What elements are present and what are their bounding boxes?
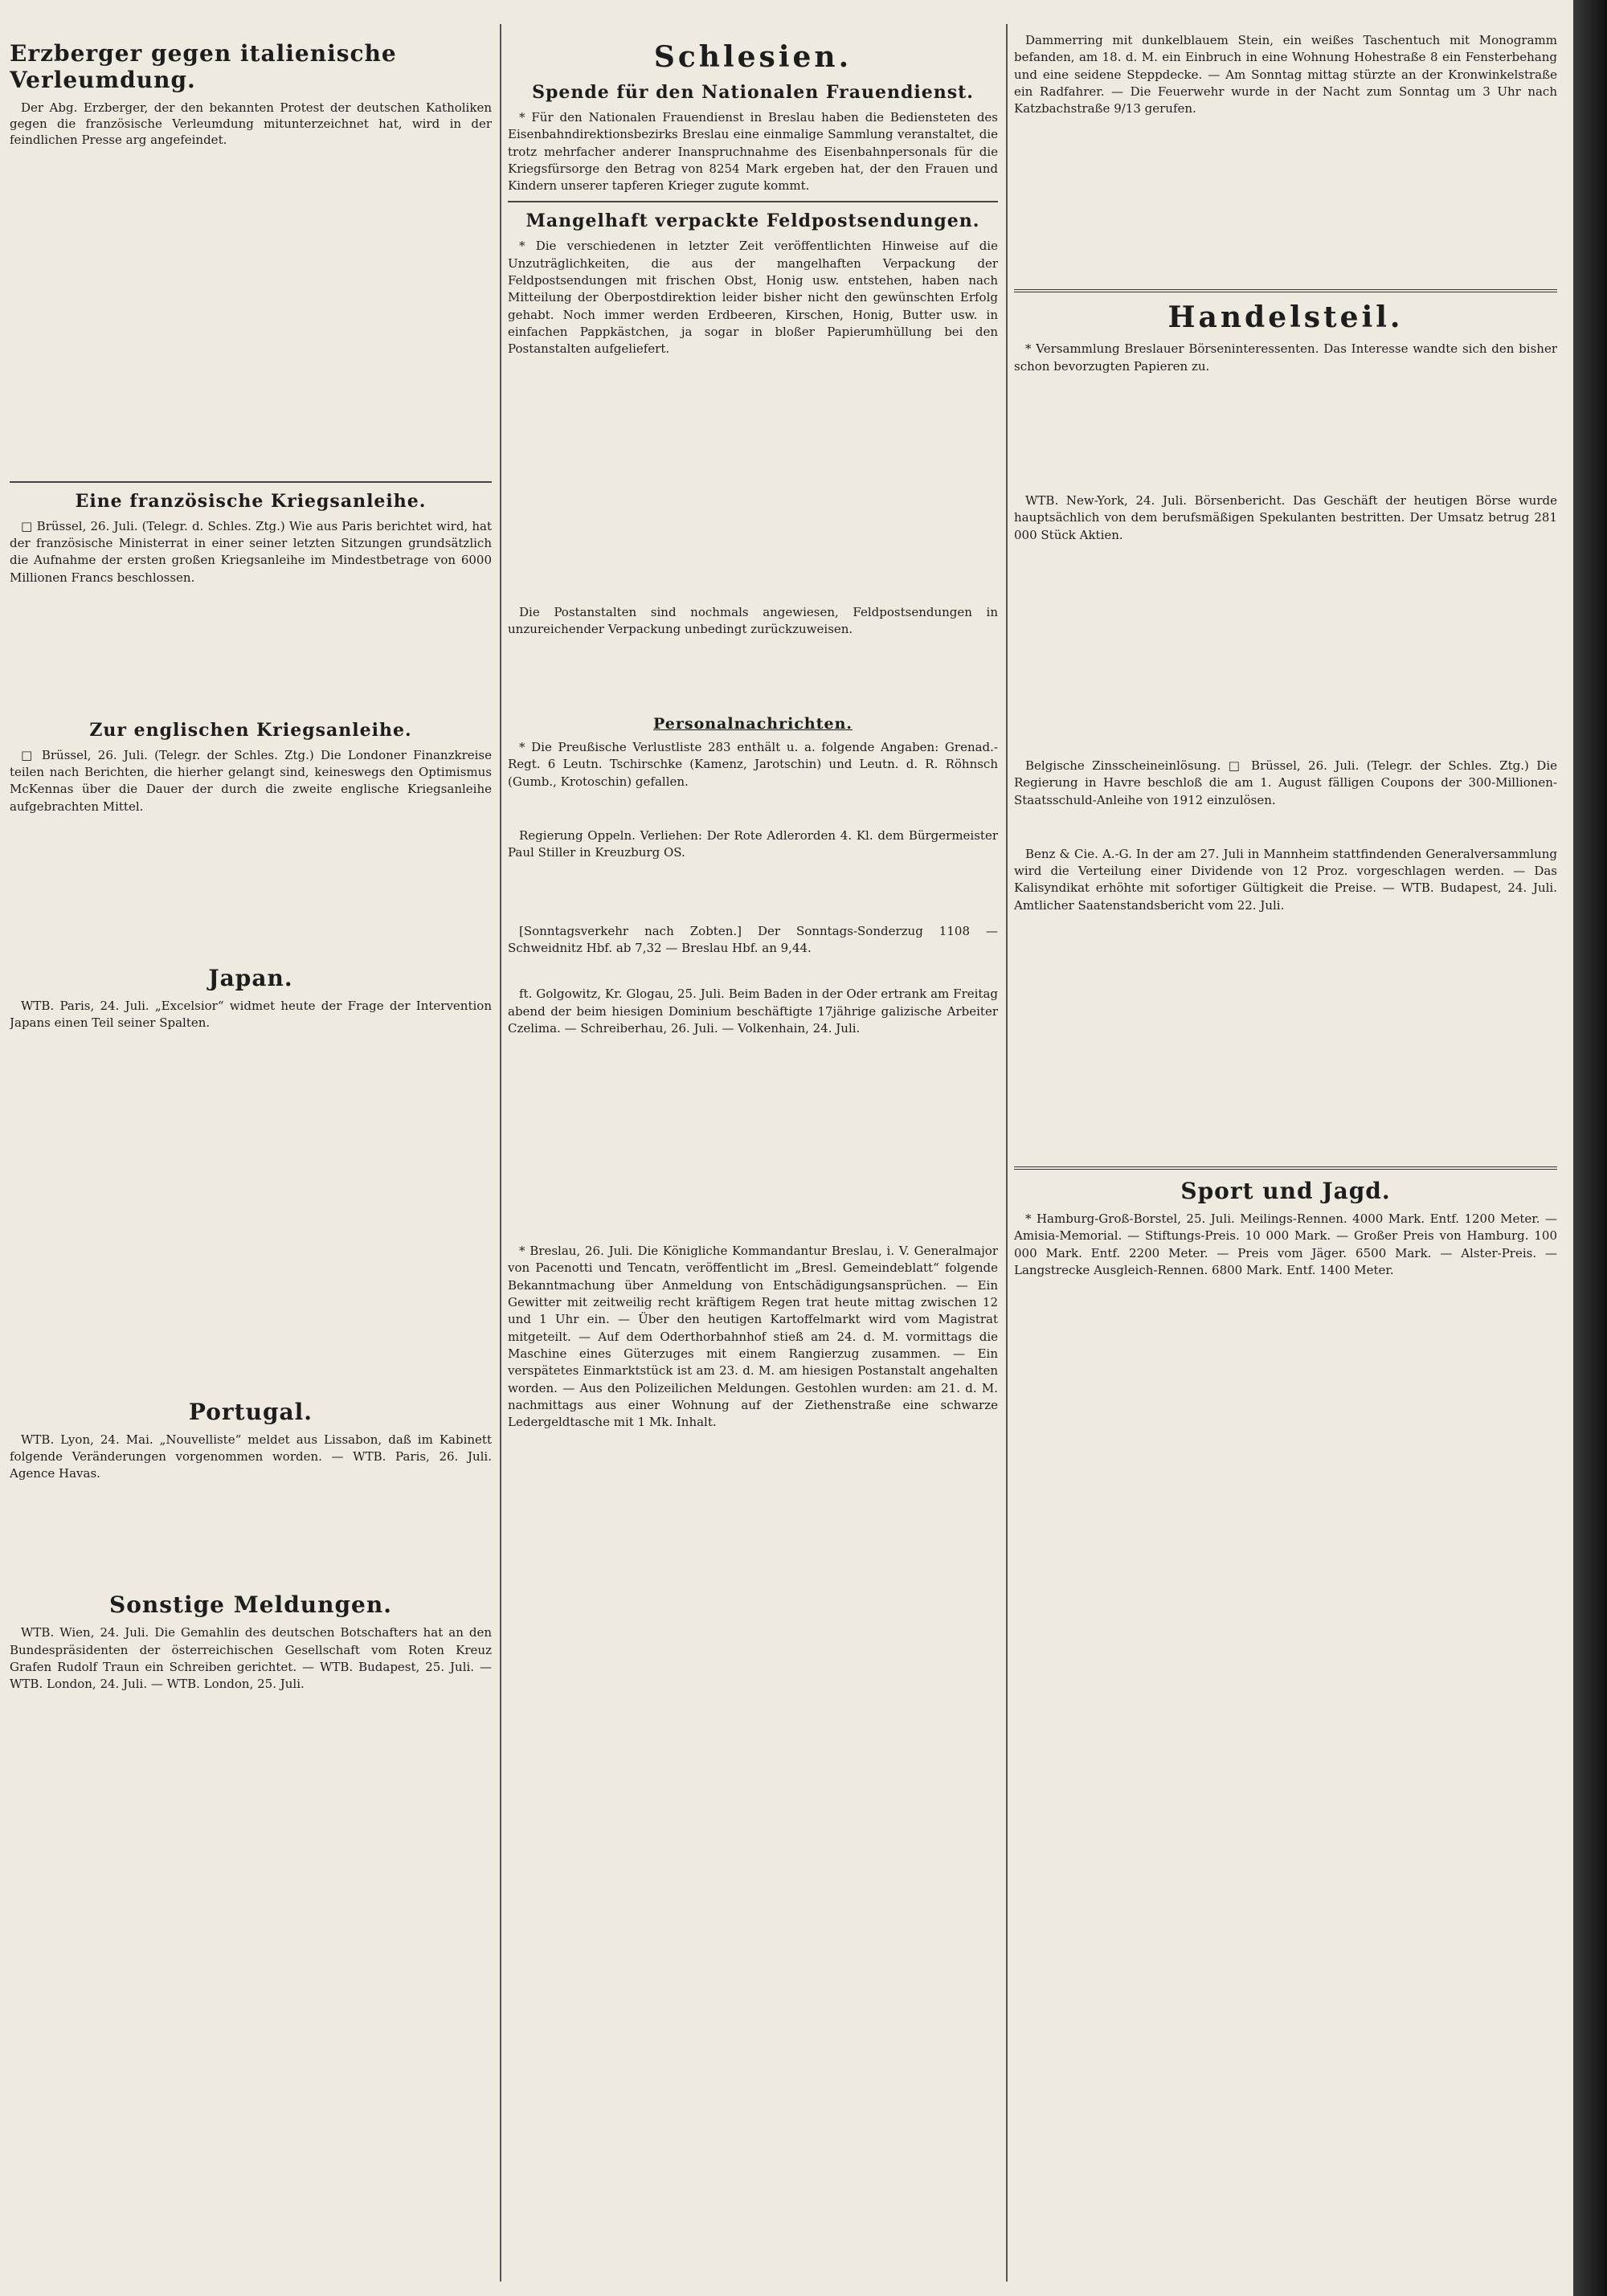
article-text: WTB. Wien, 24. Juli. Die Gemahlin des deutschen Botschafters hat an den Bundespräsidenten der österreichischen Gesellschaft vom Roten Kreuz Grafen Rudolf Traun ein Schreiben gerichtet. — WTB. Budapest, 25. Juli. — WTB. London, 24. Juli. — WTB. London, 25. Juli. xyxy=(10,1625,492,1692)
article-text: * Die Preußische Verlustliste 283 enthält u. a. folgende Angaben: Grenad.-Regt. 6 Leutn. Tschirschke (Kamenz, Jarotschin) und Leutn. d. R. Röhnsch (Gumb., Krotoschin) gefallen. xyxy=(508,740,998,789)
article-text: Regierung Oppeln. Verliehen: Der Rote Adlerorden 4. Kl. dem Bürgermeister Paul Stiller in Kreuzburg OS. xyxy=(508,828,998,860)
divider xyxy=(10,481,492,483)
article-text: Dammerring mit dunkelblauem Stein, ein weißes Taschentuch mit Monogramm befanden, am 18. d. M. ein Einbruch in eine Wohnung Hohestraße 8 ein Fensterbehang und eine seidene Steppdecke. — Am Sonntag mittag stürzte an der Kronwinkelstraße ein Radfahrer. — Die Feuerwehr wurde in der Nacht zum Sonntag um 3 Uhr nach Katzbachstraße 9/13 gerufen. xyxy=(1014,33,1557,116)
article-text: * Versammlung Breslauer Börseninteressenten. Das Interesse wandte sich den bisher schon bevorzugten Papieren zu. xyxy=(1014,341,1557,374)
divider xyxy=(508,201,998,202)
headline: Sonstige Meldungen. xyxy=(109,1591,392,1619)
page-binding-edge xyxy=(1573,0,1607,2296)
right-column xyxy=(1014,32,1557,2282)
headline: Personalnachrichten. xyxy=(653,715,853,733)
headline: Portugal. xyxy=(188,1398,313,1425)
article-text: * Die verschiedenen in letzter Zeit veröffentlichten Hinweise auf die Unzuträglichkeiten, die aus der mangelhaften Verpackung der Feldpostsendungen mit frischen Obst, Honig usw. entstehen, haben nach Mitteilung der Oberpostdirektion leider bisher nicht den gewünschten Erfolg gehabt. Noch immer werden Erdbeeren, Kirschen, Honig, Butter usw. in einfachen Pappkästchen, ja sogar in bloßer Papierumhüllung bei den Postanstalten aufgeliefert. xyxy=(508,239,998,357)
article-text: ft. Golgowitz, Kr. Glogau, 25. Juli. Beim Baden in der Oder ertrank am Freitag abend der beim hiesigen Dominium beschäftigte 17jährige galizische Arbeiter Czelima. — Schreiberhau, 26. Juli. — Volkenhain, 24. Juli. xyxy=(508,987,998,1036)
section-title: Sport und Jagd. xyxy=(1180,1178,1391,1205)
headline: Zur englischen Kriegsanleihe. xyxy=(89,719,412,741)
column-divider xyxy=(1006,24,1008,2282)
divider xyxy=(1014,1166,1557,1170)
article-text: □ Brüssel, 26. Juli. (Telegr. der Schles. Ztg.) Die Londoner Finanzkreise teilen nach Berichten, die hierher gelangt sind, keineswegs den Optimismus McKennas über die Dauer der durch die zweite englische Kriegsanleihe aufgebrachten Mittel. xyxy=(10,747,492,814)
article-text: Der Abg. Erzberger, der den bekannten Protest der deutschen Katholiken gegen die französische Verleumdung mitunterzeichnet hat, wird in der feindlichen Presse arg angefeindet. xyxy=(10,100,492,148)
left-column xyxy=(10,32,492,2282)
article-text: * Hamburg-Groß-Borstel, 25. Juli. Meilings-Rennen. 4000 Mark. Entf. 1200 Meter. — Amisia-Memorial. — Stiftungs-Preis. 10 000 Mark. — Großer Preis von Hamburg. 100 000 Mark. Entf. 2200 Meter. — Preis vom Jäger. 6500 Mark. — Alster-Preis. — Langstrecke Ausgleich-Rennen. 6800 Mark. Entf. 1400 Meter. xyxy=(1014,1211,1557,1277)
divider xyxy=(1014,289,1557,292)
article-text: WTB. New-York, 24. Juli. Börsenbericht. Das Geschäft der heutigen Börse wurde hauptsächlich von dem berufsmäßigen Spekulanten bestritten. Der Umsatz betrug 281 000 Stück Aktien. xyxy=(1014,493,1557,542)
article-text: Benz & Cie. A.-G. In der am 27. Juli in Mannheim stattfindenden Generalversammlung wird die Verteilung einer Dividende von 12 Proz. vorgeschlagen werden. — Das Kalisyndikat erhöhte mit sofortiger Gültigkeit die Preise. — WTB. Budapest, 24. Juli. Amtlicher Saatenstandsbericht vom 22. Juli. xyxy=(1014,846,1557,913)
article-text: Belgische Zinsscheineinlösung. □ Brüssel, 26. Juli. (Telegr. der Schles. Ztg.) Die Regierung in Havre beschloß die am 1. August fälligen Coupons der 300-Millionen-Staatsschuld-Anleihe von 1912 einzulösen. xyxy=(1014,758,1557,807)
section-title: Handelsteil. xyxy=(1167,300,1404,335)
article-text: □ Brüssel, 26. Juli. (Telegr. d. Schles. Ztg.) Wie aus Paris berichtet wird, hat der französische Ministerrat in einer seiner letzten Sitzungen grundsätzlich die Aufnahme der ersten großen Kriegsanleihe im Mindestbetrage von 6000 Millionen Francs beschlossen. xyxy=(10,518,492,585)
headline: Japan. xyxy=(208,964,293,991)
article-text: WTB. Paris, 24. Juli. „Excelsior“ widmet heute der Frage der Intervention Japans einen Teil seiner Spalten. xyxy=(10,998,492,1031)
section-title: Schlesien. xyxy=(653,40,853,74)
headline: Erzberger gegen italienische Verleumdung. xyxy=(10,40,397,93)
middle-column xyxy=(508,32,998,2282)
headline: Eine französische Kriegsanleihe. xyxy=(75,490,427,512)
headline: Mangelhaft verpackte Feldpostsendungen. xyxy=(525,210,980,232)
article-text: WTB. Lyon, 24. Mai. „Nouvelliste“ meldet aus Lissabon, daß im Kabinett folgende Veränderungen vorgenommen worden. — WTB. Paris, 26. Juli. Agence Havas. xyxy=(10,1432,492,1481)
article-text: * Breslau, 26. Juli. Die Königliche Kommandantur Breslau, i. V. Generalmajor von Pacenotti und Tencatn, veröffentlicht im „Bresl. Gemeindeblatt“ folgende Bekanntmachung über Anmeldung von Entschädigungsansprüchen. — Ein Gewitter mit zeitweilig recht kräftigem Regen trat heute mittag zwischen 12 und 1 Uhr ein. — Über den heutigen Kartoffelmarkt wird vom Magistrat mitgeteilt. — Auf dem Oderthorbahnhof stieß am 24. d. M. vormittags die Maschine eines Güterzuges mit einem Rangierzug zusammen. — Ein verspätetes Einmarktstück ist am 23. d. M. am hiesigen Postanstalt angehalten worden. — Aus den Polizeilichen Meldungen. Gestohlen wurden: am 21. d. M. nachmittags aus einer Wohnung auf der Ziethenstraße eine schwarze Ledergeldtasche mit 1 Mk. Inhalt. xyxy=(508,1244,998,1430)
article-text: [Sonntagsverkehr nach Zobten.] Der Sonntags-Sonderzug 1108 — Schweidnitz Hbf. ab 7,32 — Breslau Hbf. an 9,44. xyxy=(508,923,998,955)
article-text: * Für den Nationalen Frauendienst in Breslau haben die Bediensteten des Eisenbahndirektionsbezirks Breslau eine einmalige Sammlung veranstaltet, die trotz mehrfacher anderer Inanspruchnahme des Eisenbahnpersonals für die Kriegsfürsorge den Betrag von 8254 Mark ergeben hat, der den Frauen und Kindern unserer tapferen Krieger zugute kommt. xyxy=(508,110,998,194)
article-text: Die Postanstalten sind nochmals angewiesen, Feldpostsendungen in unzureichender Verpackung unbedingt zurückzuweisen. xyxy=(508,604,998,636)
headline: Spende für den Nationalen Frauendienst. xyxy=(532,82,974,103)
column-divider xyxy=(500,24,501,2282)
